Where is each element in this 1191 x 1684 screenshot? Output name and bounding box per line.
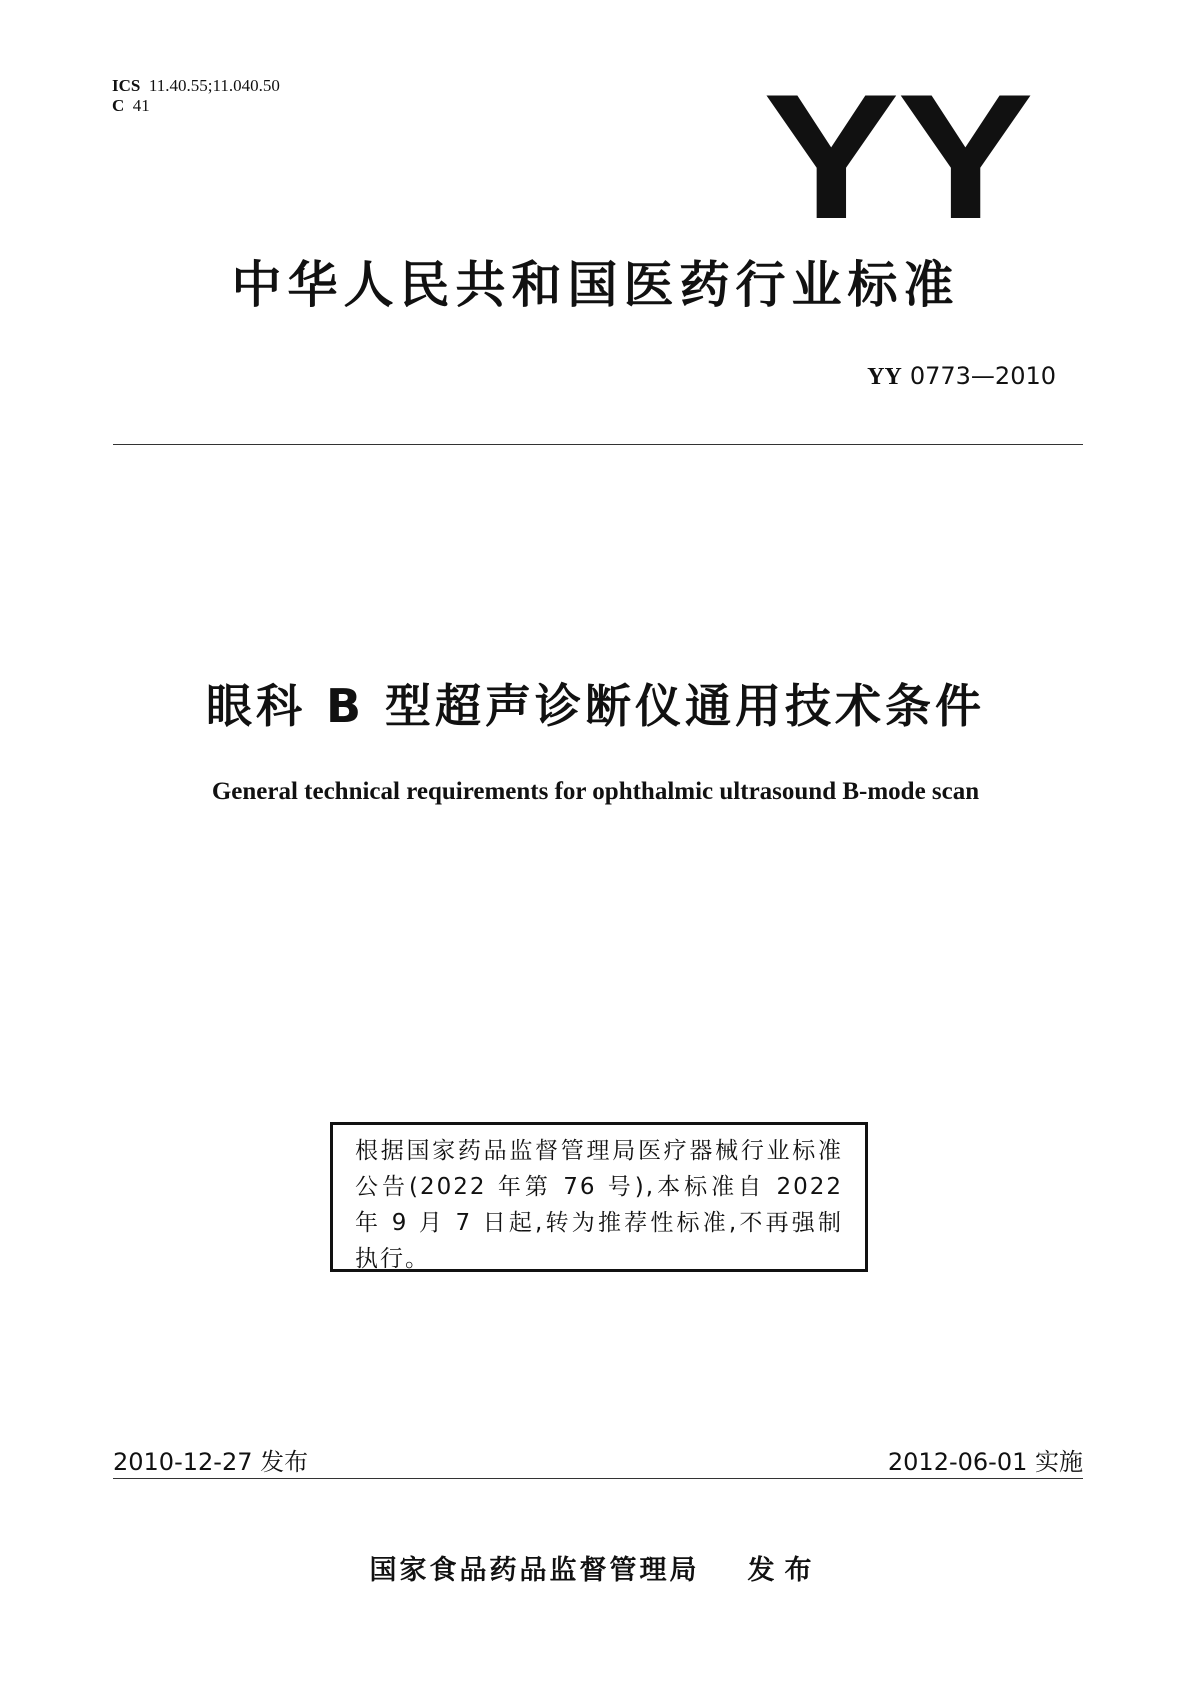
title-english: General technical requirements for ophthalmic ultrasound B-mode scan xyxy=(211,778,980,805)
ccs-code: 41 xyxy=(132,96,150,115)
ccs-label: C xyxy=(112,96,125,115)
ics-label: ICS xyxy=(112,76,141,95)
issuer-action: 发布 xyxy=(747,1555,822,1586)
standard-prefix: YY xyxy=(867,364,902,390)
standard-number xyxy=(867,362,1056,391)
notice-box: 根据国家药品监督管理局医疗器械行业标准公告(2022 年第 76 号),本标准自 2022 年 9 月 7 日起,转为推荐性标准,不再强制执行。 xyxy=(330,1122,868,1272)
ics-codes: 11.40.55;11.040.50 xyxy=(148,76,280,95)
top-divider xyxy=(113,444,1083,445)
ccs-line xyxy=(112,96,280,116)
implementation-date: 2012-06-01 实施 xyxy=(887,1448,1083,1476)
title-chinese: 眼科 B 型超声诊断仪通用技术条件 xyxy=(205,679,986,733)
yy-logo: YY xyxy=(762,57,1031,256)
standard-organization-title: 中华人民共和国医药行业标准 xyxy=(231,256,960,314)
issuer xyxy=(0,1548,1191,1587)
issuer-name: 国家食品药品监督管理局 xyxy=(369,1555,700,1586)
classification-codes xyxy=(112,76,280,116)
standard-code: 0773—2010 xyxy=(909,362,1056,390)
ics-line xyxy=(112,76,280,96)
bottom-divider xyxy=(113,1478,1083,1479)
publish-date: 2010-12-27 发布 xyxy=(113,1448,309,1476)
